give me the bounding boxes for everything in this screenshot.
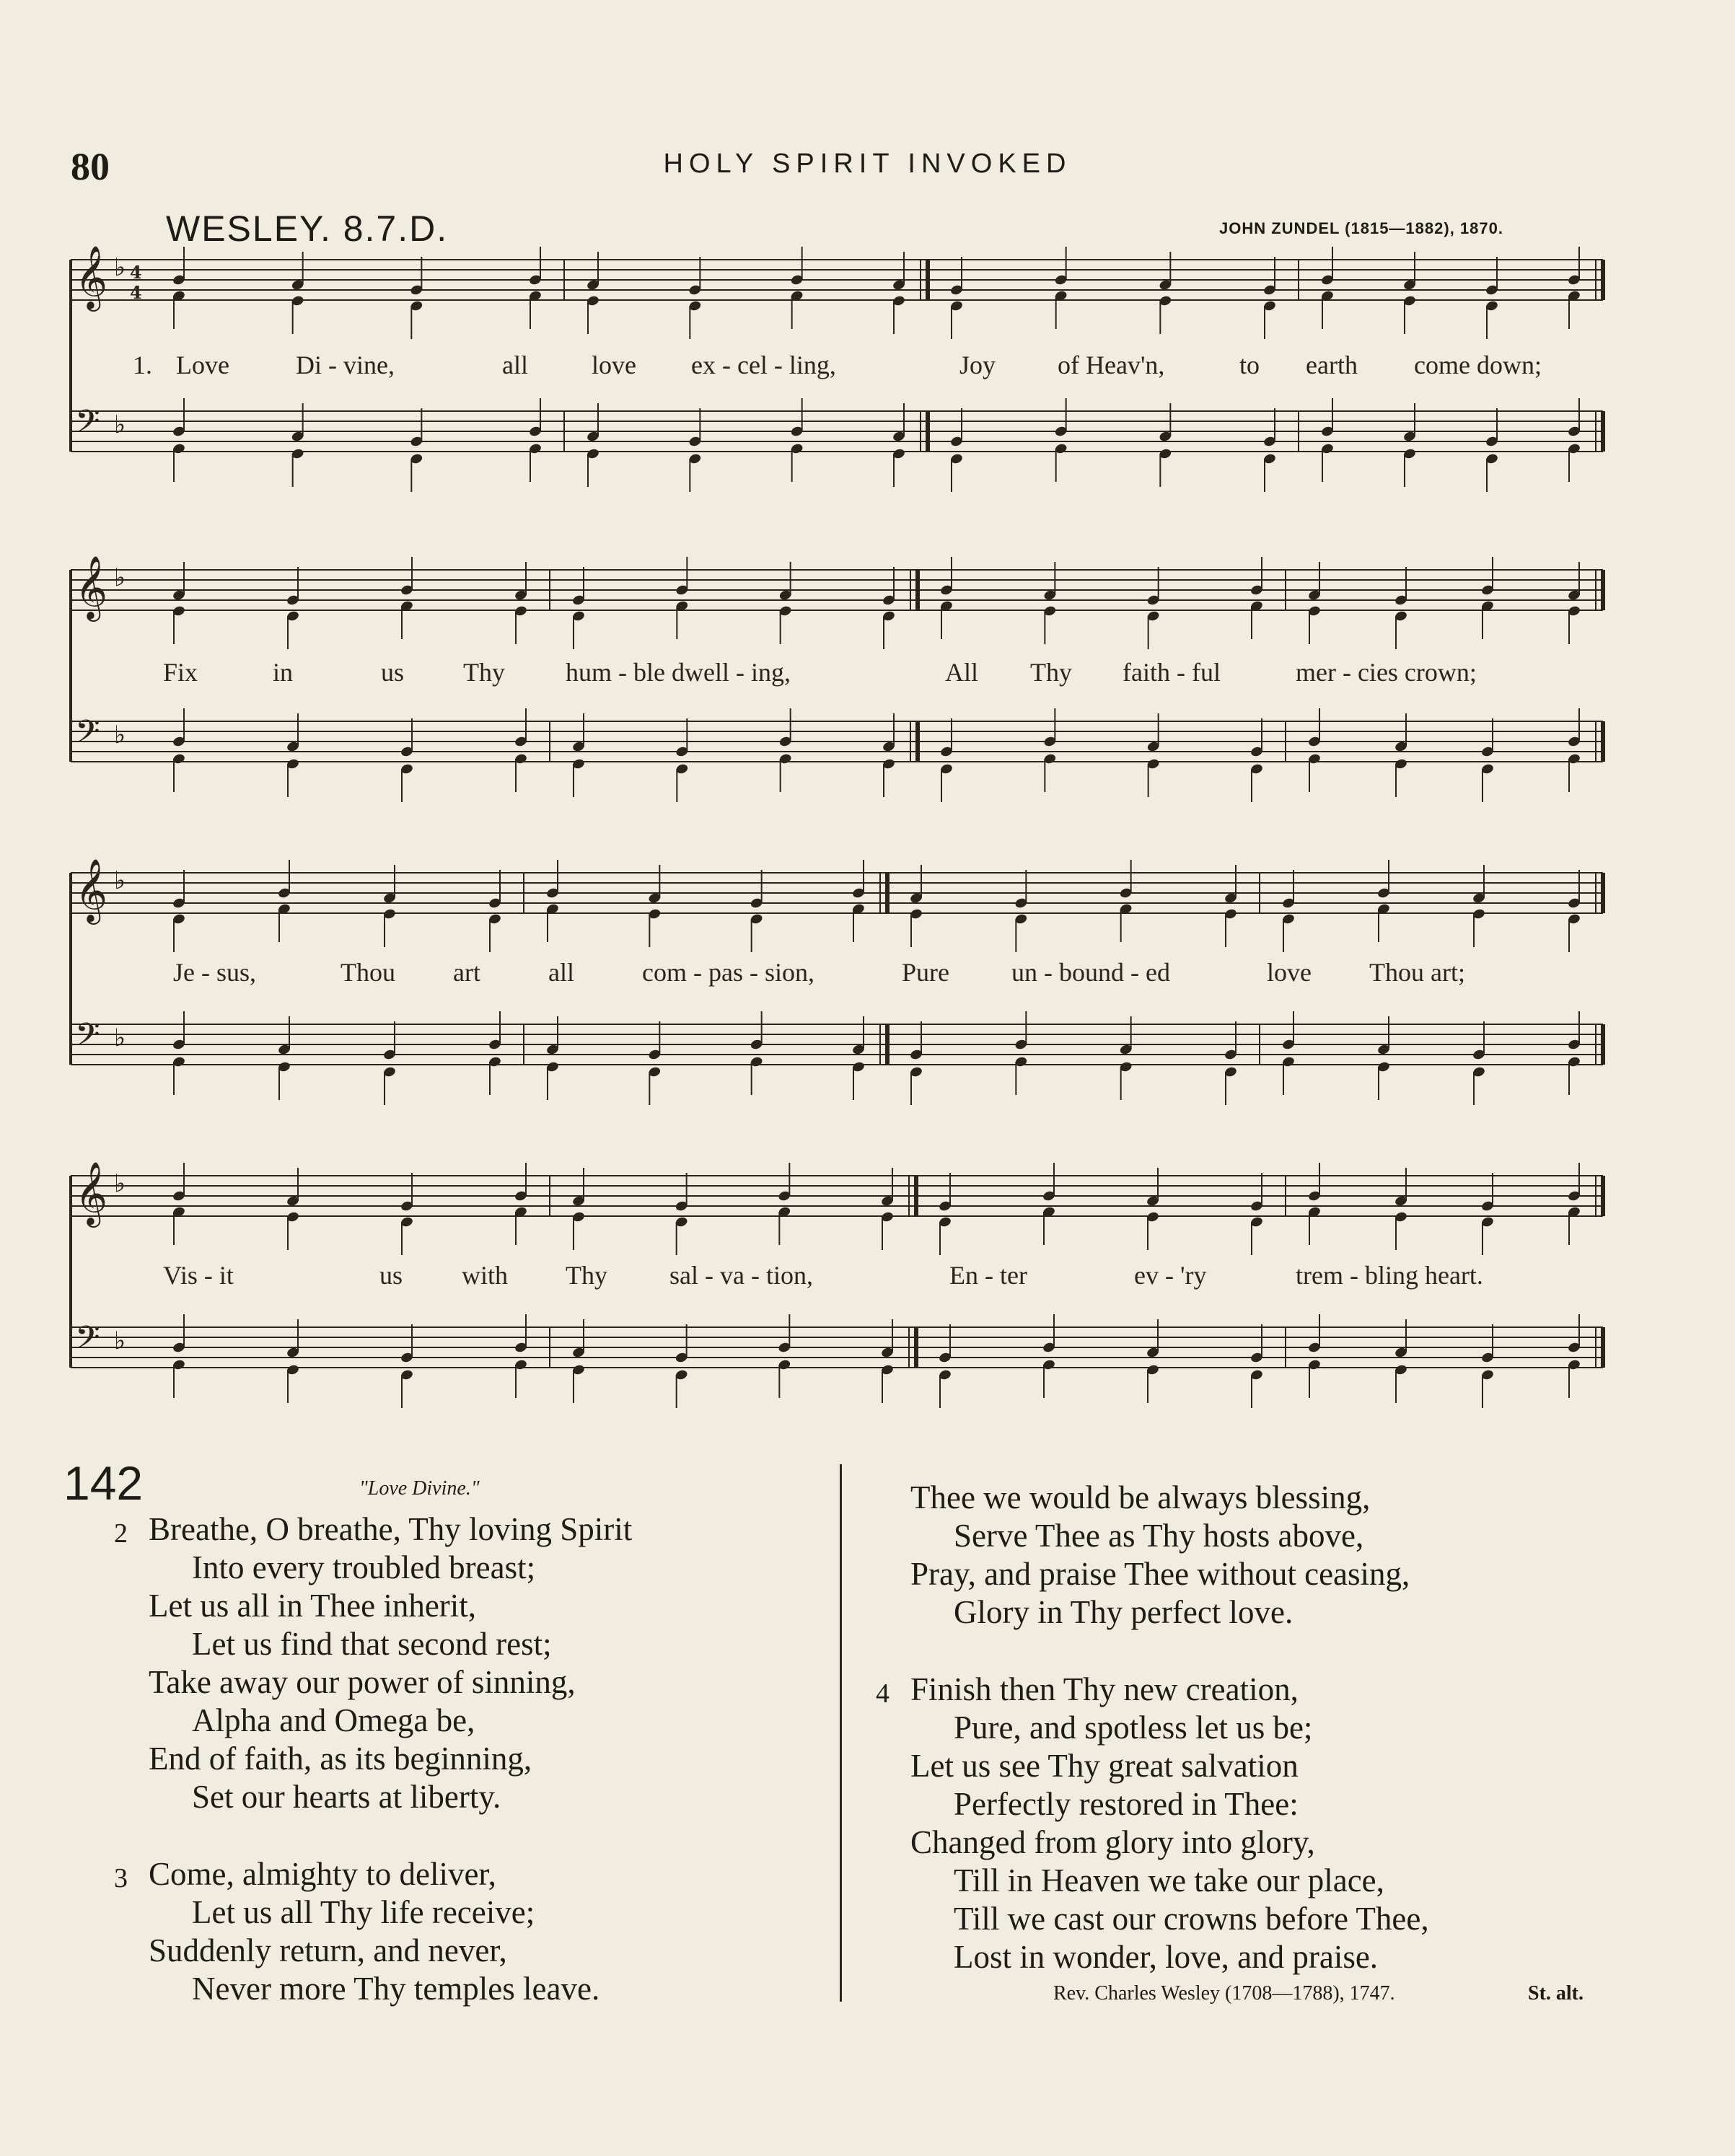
bass-clef: 𝄢 (75, 1319, 100, 1364)
lyric-syllable: un - bound - ed (1011, 958, 1170, 987)
stanza-line: End of faith, as its beginning, (149, 1741, 532, 1777)
lyric-syllable: com - pas - sion, (642, 958, 814, 987)
lyrics-layer (133, 351, 1542, 1290)
lyric-syllable: Je - sus, (173, 958, 256, 987)
stanza-line: Pray, and praise Thee without ceasing, (910, 1556, 1410, 1592)
stanza-2 (114, 1510, 633, 1816)
composer-credit: JOHN ZUNDEL (1815—1882), 1870. (1219, 219, 1503, 237)
lyric-syllable: faith - ful (1123, 658, 1221, 687)
lyric-syllable: Di - vine, (296, 351, 395, 379)
stanza-number: 4 (876, 1678, 890, 1709)
stanza-line: Till in Heaven we take our place, (954, 1862, 1384, 1898)
key-signature-flat: ♭ (114, 1169, 126, 1198)
treble-clef: 𝄞 (75, 555, 107, 619)
lyric-syllable: ex - cel - ling, (691, 351, 836, 379)
lyric-syllable: all (548, 958, 574, 987)
lyric-syllable: love (1267, 958, 1312, 987)
lyric-syllable: Thy (566, 1261, 607, 1290)
lyric-syllable: come down; (1414, 351, 1542, 379)
stanza-3-part-1 (114, 1855, 600, 2008)
lyric-syllable: Joy (959, 351, 996, 379)
stanza-line: Let us find that second rest; (192, 1626, 552, 1662)
running-head: HOLY SPIRIT INVOKED (663, 149, 1072, 179)
lyric-syllable: Fix (163, 658, 198, 687)
page-number: 80 (71, 145, 110, 188)
stanza-line: Thee we would be always blessing, (910, 1479, 1371, 1515)
lyric-syllable: Pure (902, 958, 949, 987)
key-signature-flat: ♭ (114, 721, 126, 749)
stanza-line: Never more Thy temples leave. (192, 1971, 600, 2007)
stanza-line: Let us see Thy great salvation (910, 1748, 1299, 1784)
lyric-syllable: All (945, 658, 979, 687)
stanza-label: 1. (133, 351, 152, 379)
lyric-syllable: of Heav'n, (1058, 351, 1165, 379)
attribution-note: St. alt. (1528, 1982, 1584, 2005)
lyric-syllable: art (453, 958, 480, 987)
stanza-3-part-2 (910, 1479, 1410, 1632)
lyric-syllable: with (462, 1261, 509, 1290)
stanza-line: Finish then Thy new creation, (910, 1671, 1299, 1707)
lyric-syllable: Thy (463, 658, 505, 687)
author-attribution: Rev. Charles Wesley (1708—1788), 1747. (1053, 1982, 1395, 2005)
stanza-line: Come, almighty to deliver, (149, 1856, 496, 1892)
treble-clef: 𝄞 (75, 1161, 107, 1225)
lyric-syllable: Thy (1030, 658, 1072, 687)
time-signature: 4 (130, 282, 142, 303)
treble-clef: 𝄞 (75, 858, 107, 922)
hymn-subtitle: "Love Divine." (359, 1477, 480, 1500)
lyric-syllable: us (379, 1261, 403, 1290)
lyric-syllable: Thou art; (1369, 958, 1465, 987)
key-signature-flat: ♭ (114, 866, 126, 895)
stanza-line: Changed from glory into glory, (910, 1824, 1315, 1860)
stanza-line: Perfectly restored in Thee: (954, 1786, 1299, 1822)
lyric-syllable: En - ter (949, 1261, 1027, 1290)
key-signature-flat: ♭ (114, 410, 126, 439)
stanza-line: Suddenly return, and never, (149, 1932, 507, 1968)
lyric-syllable: to (1239, 351, 1260, 379)
stanza-number: 3 (114, 1863, 128, 1893)
column-divider (840, 1464, 842, 2002)
lyric-syllable: ev - 'ry (1134, 1261, 1207, 1290)
lyric-syllable: mer - cies crown; (1296, 658, 1477, 687)
stanza-line: Glory in Thy perfect love. (954, 1594, 1293, 1630)
lyric-syllable: Love (176, 351, 229, 379)
stanza-line: Till we cast our crowns before Thee, (954, 1901, 1429, 1937)
bass-clef: 𝄢 (75, 1016, 100, 1061)
key-signature-flat: ♭ (114, 563, 126, 592)
stanza-line: Let us all Thy life receive; (192, 1894, 535, 1930)
stanza-line: Let us all in Thee inherit, (149, 1588, 477, 1624)
stanza-line: Breathe, O breathe, Thy loving Spirit (149, 1511, 633, 1547)
key-signature-flat: ♭ (114, 253, 126, 282)
bass-clef: 𝄢 (75, 402, 100, 448)
key-signature-flat: ♭ (114, 1326, 126, 1355)
stanza-number: 2 (114, 1518, 128, 1549)
lyric-syllable: Thou (341, 958, 395, 987)
lyric-syllable: all (502, 351, 528, 379)
lyric-syllable: sal - va - tion, (669, 1261, 813, 1290)
score-layer (71, 245, 1603, 1408)
lyric-syllable: hum - ble dwell - ing, (566, 658, 791, 687)
key-signature-flat: ♭ (114, 1024, 126, 1052)
lyric-syllable: us (381, 658, 405, 687)
stanza-line: Take away our power of sinning, (149, 1664, 576, 1700)
stanza-4 (876, 1671, 1429, 1976)
lyric-syllable: earth (1306, 351, 1358, 379)
time-signature: 4 (130, 262, 142, 283)
stanza-line: Serve Thee as Thy hosts above, (954, 1518, 1364, 1554)
treble-clef: 𝄞 (75, 245, 107, 309)
tune-name: WESLEY. 8.7.D. (166, 208, 449, 249)
stanza-line: Lost in wonder, love, and praise. (954, 1939, 1379, 1975)
stanza-line: Pure, and spotless let us be; (954, 1710, 1313, 1746)
stanza-line: Alpha and Omega be, (192, 1702, 475, 1738)
lyric-syllable: in (273, 658, 294, 687)
stanza-line: Into every troubled breast; (192, 1549, 536, 1585)
hymn-number: 142 (63, 1456, 144, 1510)
lyric-syllable: Vis - it (163, 1261, 234, 1290)
bass-clef: 𝄢 (75, 713, 100, 758)
stanza-line: Set our hearts at liberty. (192, 1779, 501, 1815)
lyric-syllable: trem - bling heart. (1296, 1261, 1483, 1290)
lyric-syllable: love (592, 351, 636, 379)
